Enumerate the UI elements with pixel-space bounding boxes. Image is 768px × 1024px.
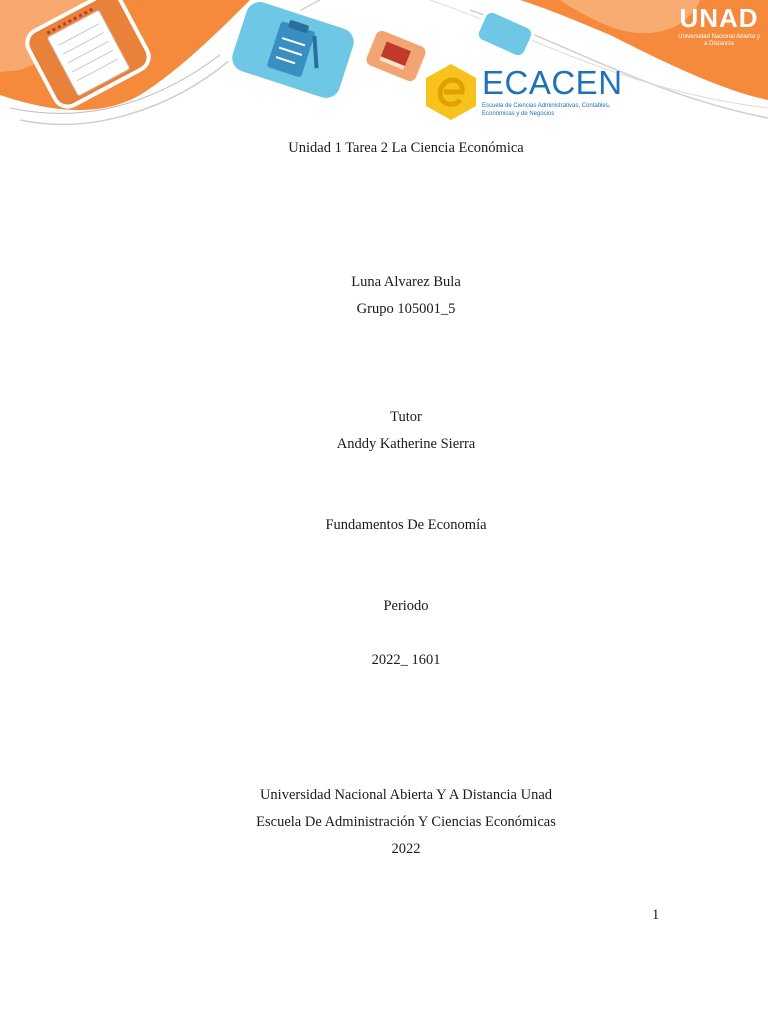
page-number: 1	[652, 907, 660, 923]
period-label: Periodo	[383, 598, 429, 614]
ecacen-hexagon-icon	[424, 62, 478, 122]
author-name: Luna Alvarez Bula	[351, 274, 461, 290]
document-title: Unidad 1 Tarea 2 La Ciencia Económica	[288, 140, 524, 156]
header-banner	[0, 0, 768, 140]
unad-logo	[676, 4, 762, 54]
university-name: Universidad Nacional Abierta Y A Distancia Unad	[259, 787, 553, 803]
ecacen-logo	[424, 62, 624, 124]
header-artwork	[0, 0, 768, 140]
ecacen-logo-name: ECACEN	[482, 64, 623, 101]
tutor-label: Tutor	[390, 409, 422, 425]
unad-logo-name: UNAD	[679, 3, 759, 33]
group-number: Grupo 105001_5	[356, 301, 456, 317]
small-blue-tile	[475, 9, 536, 59]
document-year: 2022	[391, 841, 421, 857]
school-name: Escuela De Administración Y Ciencias Económicas	[256, 814, 556, 830]
tutor-name: Anddy Katherine Sierra	[336, 436, 476, 452]
unad-logo-subtitle: Universidad Nacional Abierta y a Distancia	[678, 34, 760, 47]
clipboard-tile	[226, 0, 360, 104]
book-tile	[363, 27, 430, 85]
course-name: Fundamentos De Economía	[325, 517, 487, 533]
period-value: 2022_ 1601	[371, 652, 441, 668]
ecacen-logo-subtitle: Escuela de Ciencias Administrativas, Contables, Económicas y de Negocios	[482, 103, 611, 117]
